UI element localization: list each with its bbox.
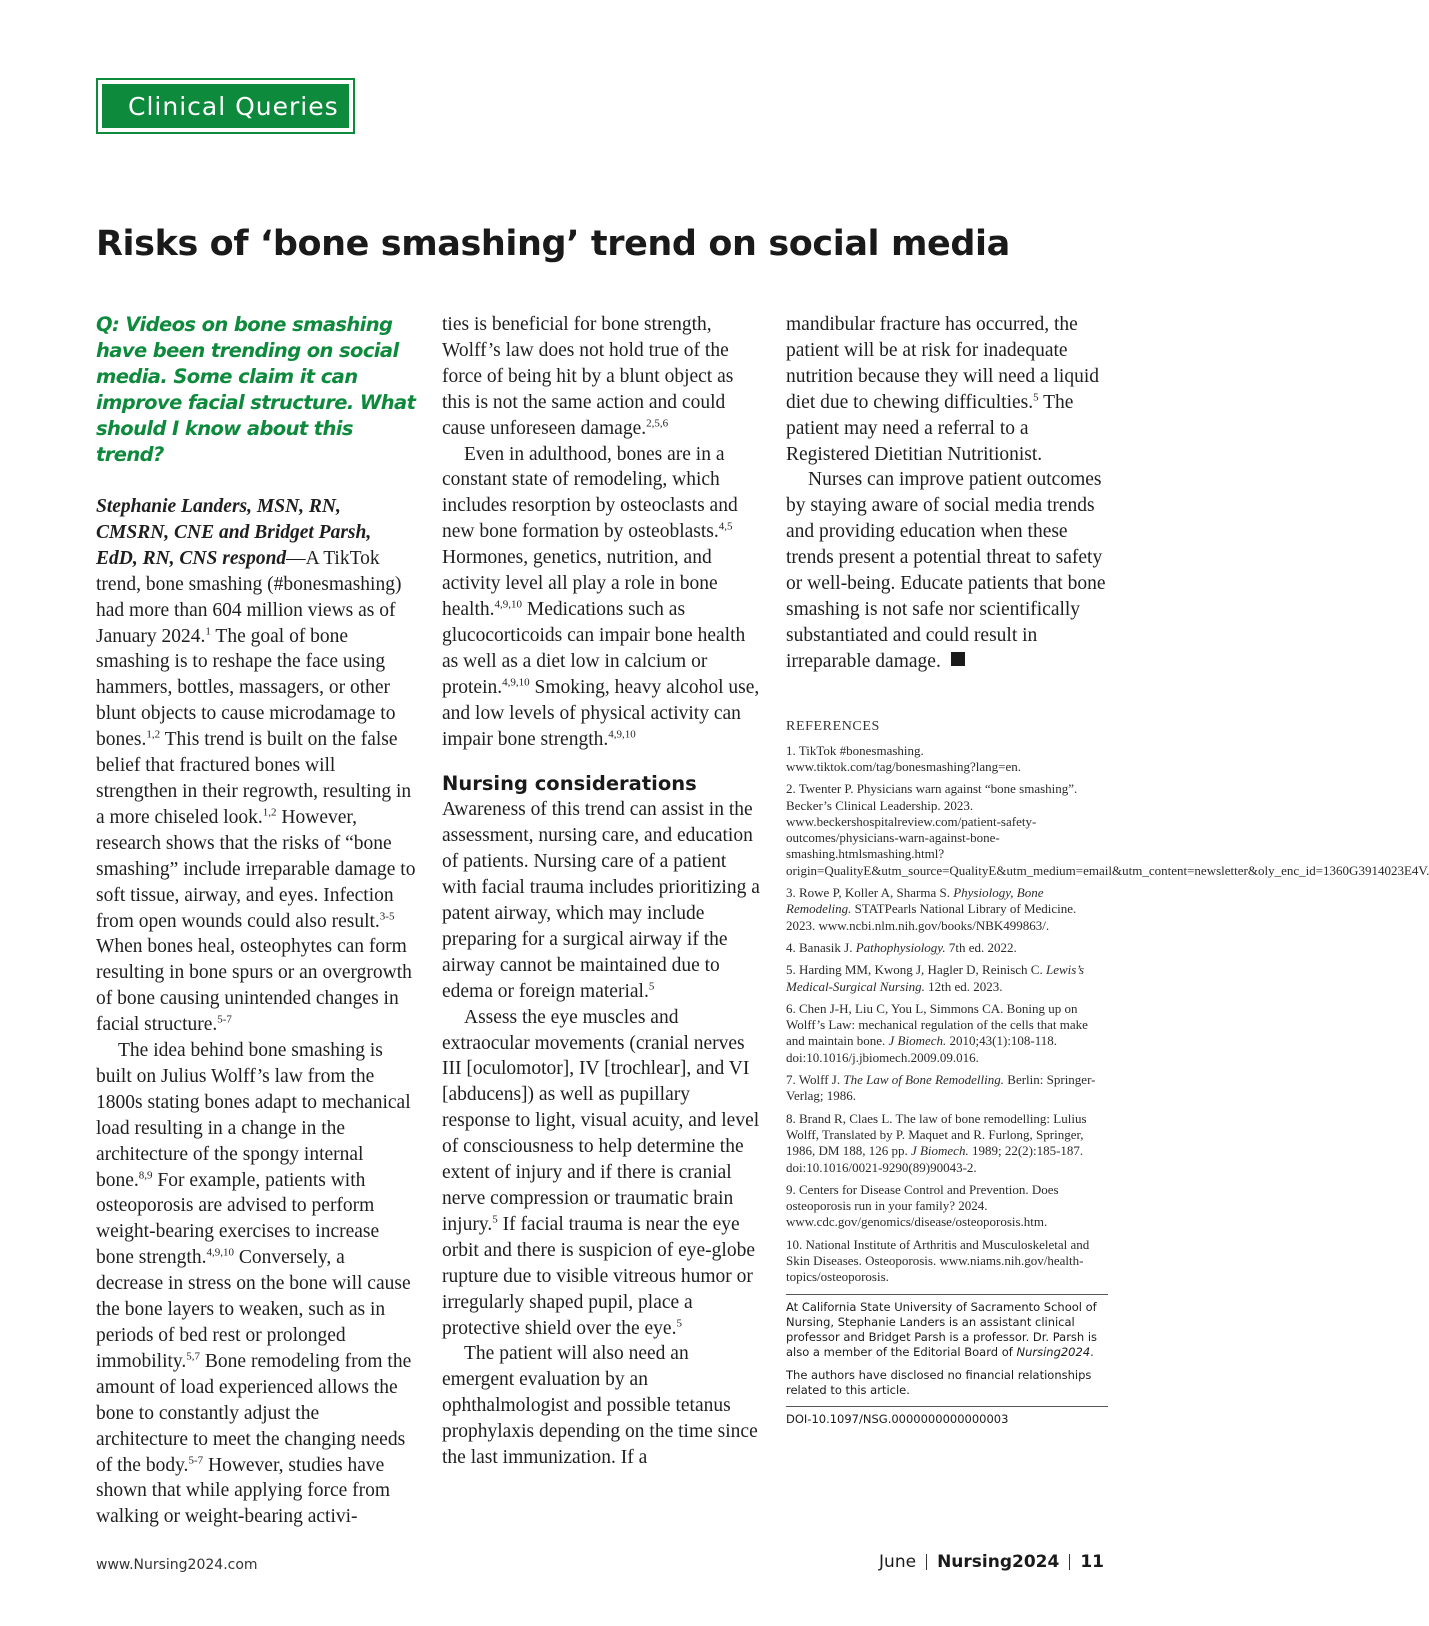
footer-divider bbox=[1069, 1554, 1070, 1570]
page-number: 11 bbox=[1080, 1552, 1104, 1572]
footer-website: www.Nursing2024.com bbox=[96, 1557, 258, 1573]
reference-1: 1. TikTok #bonesmashing. www.tiktok.com/tag/bonesmashing?lang=en. bbox=[786, 742, 1022, 774]
col2-paragraph-5: The patient will also need an emergent evaluation by an ophthalmologist and possible tetanus prophylaxis depending on the time since the last immunization. If a bbox=[442, 1343, 758, 1469]
references-heading: REFERENCES bbox=[786, 718, 880, 734]
reference-5: 5. Harding MM, Kwong J, Hagler D, Reinisch C. Lewis’s Medical-Surgical Nursing. 12th ed. 2023. bbox=[786, 962, 1085, 994]
author-affiliation bbox=[786, 1294, 1108, 1398]
question: Q: Videos on bone smashing have been trending on social media. Some claim it can improve facial structure. What should I know about this trend? bbox=[96, 313, 416, 466]
column-1 bbox=[96, 312, 416, 1530]
subhead-nursing-considerations: Nursing considerations bbox=[442, 772, 697, 796]
reference-7: 7. Wolff J. The Law of Bone Remodelling. Berlin: Springer-Verlag; 1986. bbox=[786, 1072, 1096, 1104]
col1-text: Stephanie Landers, MSN, RN, CMSRN, CNE and Bridget Parsh, EdD, RN, CNS respond—A TikTok trend, bone smashing (#bonesmashing) had more than 604 million views as of January 2024.$^1$ The goal of bone smashing is to reshape the face using hammers, bottles, massagers, or other blunt objects to cause microdamage to bones.$^{1,2}$ This trend is built on the false belief that fractured bones will strengthen in their regrowth, resulting in a more chiseled look.$^{1,2}$ However, research shows that the risks of “bone smashing” include irreparable damage to soft tissue, airway, and eyes. Infection from open wounds could also result.$^{3-5}$ When bones heal, osteophytes can form resulting in bone spurs or an overgrowth of bone causing unintended changes in facial structure.$^{5-7}$ The idea behind bone smashing is built on Julius Wolff’s law from the 1800s stating bones adapt to mechanical load resulting in a change in the architecture of the spongy internal bone.$^{8,9}$ For example, patients with osteoporosis are advised to perform weight-bearing exercises to increase bone strength.$^{4,9,10}$ Conversely, a decrease in stress on the bone will cause the bone layers to weaken, such as in periods of bed rest or prolonged immobility.$^{5,7}$ Bone remodeling from the amount of load experienced allows the bone to constantly adjust the architecture to meet the changing needs of the body.$^{5-7}$ However, studies have shown that while applying force from walking or weight-bearing activi- bbox=[96, 494, 416, 1530]
col3-paragraph-2: Nurses can improve patient outcomes by staying aware of social media trends and providing education when these trends present a potential threat to safety or well-being. Educate patients that bone smashing is not safe nor scientifically substantiated and could result in irreparable damage. bbox=[786, 469, 1106, 672]
reference-2: 2. Twenter P. Physicians warn against “bone smashing”. Becker’s Clinical Leadership. 2023. www.beckershospitalreview.com/patient-safety-outcomes/physicians-warn-against-bone-smashing.htmlsmashing.html?origin=QualityE&utm_source=QualityE&utm_medium=email&utm_content=newsletter&oly_enc_id=1360G3914023E4V. bbox=[786, 781, 1429, 878]
footer-journal: Nursing2024 bbox=[937, 1552, 1060, 1572]
footer-month: June bbox=[879, 1552, 917, 1572]
section-tag bbox=[96, 78, 355, 134]
col2-paragraph-4: Assess the eye muscles and extraocular movements (cranial nerves III [oculomotor], IV [trochlear], and VI [abducens]) as well as pupillary response to light, visual acuity, and level of consciousness to help determine the extent of injury and if there is cranial nerve compression or traumatic brain injury.$^5$ If facial trauma is near the eye orbit and there is suspicion of eye-globe rupture due to visible vitreous humor or irregularly shaped pupil, place a protective shield over the eye.$^5$ bbox=[442, 1006, 760, 1339]
footer-divider bbox=[926, 1554, 927, 1570]
reference-3: 3. Rowe P, Koller A, Sharma S. Physiology, Bone Remodeling. STATPearls National Library of Medicine. 2023. www.ncbi.nlm.nih.gov/books/NBK499863/. bbox=[786, 885, 1077, 933]
reference-8: 8. Brand R, Claes L. The law of bone remodelling: Lulius Wolff, Translated by P. Maquet and R. Furlong, Springer, 1986, DM 188, 126 pp. J Biomech. 1989; 22(2):185-187. doi:10.1016/0021-9290(89)90043-2. bbox=[786, 1110, 1087, 1175]
reference-6: 6. Chen J-H, Liu C, You L, Simmons CA. Boning up on Wolff’s Law: mechanical regulation of the cells that make and maintain bone. J Biomech. 2010;43(1):108-118. doi:10.1016/j.jbiomech.2009.09.016. bbox=[786, 1000, 1088, 1065]
affiliation-text: At California State University of Sacramento School of Nursing, Stephanie Landers is an assistant clinical professor and Bridget Parsh is a professor. Dr. Parsh is also a member of the Editorial Board of Nursing2024. bbox=[786, 1299, 1098, 1359]
col2-paragraph-2: Even in adulthood, bones are in a constant state of remodeling, which includes resorption by osteoclasts and new bone formation by osteoblasts.$^{4,5}$ Hormones, genetics, nutrition, and activity level all play a role in bone health.$^{4,9,10}$ Medications such as glucocorticoids can impair bone health as well as a diet low in calcium or protein.$^{4,9,10}$ Smoking, heavy alcohol use, and low levels of physical activity can impair bone strength.$^{4,9,10}$ bbox=[442, 443, 760, 750]
disclosure-text: The authors have disclosed no financial relationships related to this article. bbox=[786, 1367, 1092, 1397]
column-2 bbox=[442, 312, 762, 1471]
article-title: Risks of ‘bone smashing’ trend on social media bbox=[96, 224, 1010, 264]
section-tag-label: Clinical Queries bbox=[102, 84, 349, 128]
column-3 bbox=[786, 312, 1429, 1426]
end-of-article-square-icon bbox=[951, 652, 965, 666]
doi: DOI-10.1097/NSG.0000000000000003 bbox=[786, 1406, 1108, 1426]
col1-paragraph-2: The idea behind bone smashing is built on Julius Wolff’s law from the 1800s stating bones adapt to mechanical load resulting in a change in the architecture of the spongy internal bone.$^{8,9}$ For example, patients with osteoporosis are advised to perform weight-bearing exercises to increase bone strength.$^{4,9,10}$ Conversely, a decrease in stress on the bone will cause the bone layers to weaken, such as in periods of bed rest or prolonged immobility.$^{5,7}$ Bone remodeling from the amount of load experienced allows the bone to constantly adjust the architecture to meet the changing needs of the body.$^{5-7}$ However, studies have shown that while applying force from walking or weight-bearing activi- bbox=[96, 1040, 412, 1528]
col2-text-b: Awareness of this trend can assist in the assessment, nursing care, and education of patients. Nursing care of a patient with facial trauma includes prioritizing a patent airway, which may include preparing for a surgical airway if the airway cannot be maintained due to edema or foreign material.$^5$ Assess the eye muscles and extraocular movements (cranial nerves III [oculomotor], IV [trochlear], and VI [abducens]) as well as pupillary response to light, visual acuity, and level of consciousness to help determine the extent of injury and if there is cranial nerve compression or traumatic brain injury.$^5$ If facial trauma is near the eye orbit and there is suspicion of eye-globe rupture due to visible vitreous humor or irregularly shaped pupil, place a protective shield over the eye.$^5$ The patient will also need an emergent evaluation by an ophthalmologist and possible tetanus prophylaxis depending on the time since the last immunization. If a bbox=[442, 797, 762, 1471]
col2-text: ties is beneficial for bone strength, Wolff’s law does not hold true of the force of being hit by a blunt object as this is not the same action and could cause unforeseen damage.$^{2,5,6}$ Even in adulthood, bones are in a constant state of remodeling, which includes resorption by osteoclasts and new bone formation by osteoblasts.$^{4,5}$ Hormones, genetics, nutrition, and activity level all play a role in bone health.$^{4,9,10}$ Medications such as glucocorticoids can impair bone health as well as a diet low in calcium or protein.$^{4,9,10}$ Smoking, heavy alcohol use, and low levels of physical activity can impair bone strength.$^{4,9,10}$ bbox=[442, 312, 762, 752]
reference-9: 9. Centers for Disease Control and Prevention. Does osteoporosis run in your family? 2024. www.cdc.gov/genomics/disease/osteoporosis.htm. bbox=[786, 1181, 1059, 1230]
reference-4: 4. Banasik J. Pathophysiology. 7th ed. 2022. bbox=[786, 939, 1017, 955]
reference-10: 10. National Institute of Arthritis and Musculoskeletal and Skin Diseases. Osteoporosis. www.niams.nih.gov/health-topics/osteoporosis. bbox=[786, 1236, 1090, 1285]
col3-text: mandibular fracture has occurred, the patient will be at risk for inadequate nutrition because they will need a liquid diet due to chewing difficulties.$^5$ The patient may need a referral to a Registered Dietitian Nutritionist. Nurses can improve patient outcomes by staying aware of social media trends and providing education when these trends present a potential threat to safety or well-being. Educate patients that bone smashing is not safe nor scientifically substantiated and could result in irreparable damage. bbox=[786, 312, 1108, 675]
footer-folio bbox=[879, 1552, 1104, 1572]
byline: Stephanie Landers, MSN, RN, CMSRN, CNE and Bridget Parsh, EdD, RN, CNS respond bbox=[96, 496, 372, 569]
